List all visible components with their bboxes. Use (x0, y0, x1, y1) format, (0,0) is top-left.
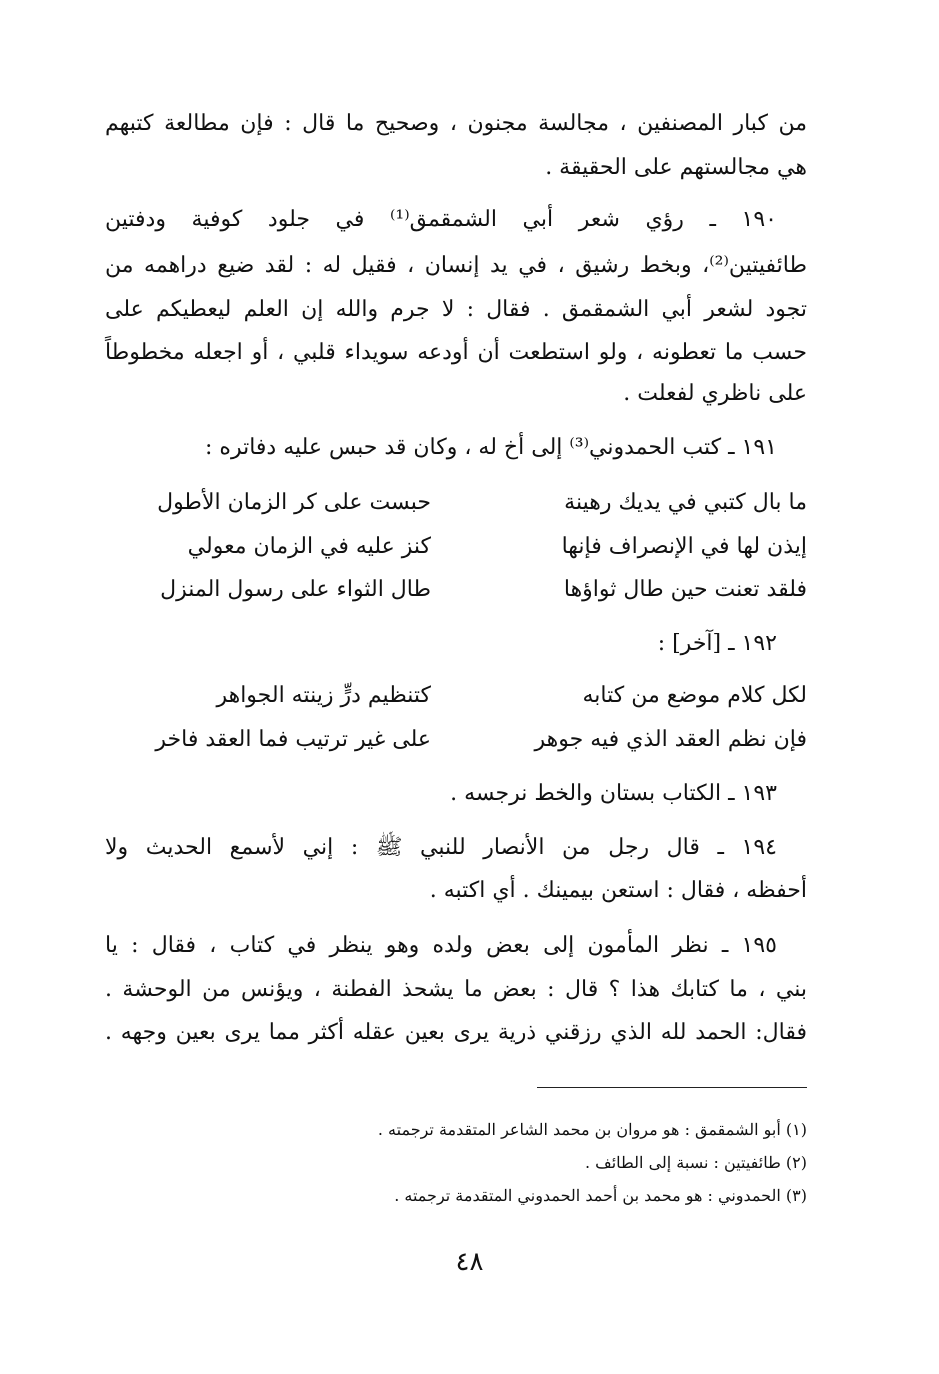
text-line: فقال: الحمد لله الذي رزقني ذرية يرى بعين عقله أكثر مما يرى بعين وجهه . (105, 1020, 807, 1045)
paragraph-193: ١٩٣ ـ الكتاب بستان والخط نرجسه . (450, 781, 777, 806)
text-line: على ناظري لفعلت . (623, 381, 807, 406)
poem-hemistich-second: على غير ترتيب فما العقد فاخر (155, 727, 431, 752)
poem-hemistich-first: فلقد تعنت حين طال ثواؤها (563, 577, 807, 602)
text-line: من كبار المصنفين ، مجالسة مجنون ، وصحيح ما قال : فإن مطالعة كتبهم (105, 111, 807, 136)
footnote: (٣) الحمدوني : هو محمد بن أحمد الحمدوني المتقدمة ترجمته . (394, 1186, 807, 1205)
poem-hemistich-second: كتنظيم درٍّ زينته الجواهر (216, 683, 431, 708)
footnote: (٢) طائفيتين : نسبة إلى الطائف . (584, 1153, 807, 1172)
text-line: أحفظه ، فقال : استعن بيمينك . أي اكتبه . (429, 878, 807, 903)
poem-hemistich-first: لكل كلام موضع من كتابه (582, 683, 807, 708)
text-line: طائفيتين⁽²⁾، وبخط رشيق ، في يد إنسان ، فقيل له : لقد ضيع دراهمه من (105, 253, 807, 278)
paragraph-194-start: ١٩٤ ـ قال رجل من الأنصار للنبي ﷺ : إني لأسمع الحديث ولا (105, 835, 777, 860)
paragraph-190-start: ١٩٠ ـ رؤي شعر أبي الشمقمق⁽¹⁾ في جلود كوفية ودفتين (105, 207, 777, 232)
footnote: (١) أبو الشمقمق : هو مروان بن محمد الشاعر المتقدمة ترجمته . (377, 1120, 807, 1139)
poem-hemistich-second: طال الثواء على رسول المنزل (160, 577, 431, 602)
poem-hemistich-second: كنز عليه في الزمان معولي (187, 534, 431, 559)
poem-hemistich-first: إيذن لها في الإنصراف فإنها (561, 534, 807, 559)
poem-hemistich-first: فإن نظم العقد الذي فيه جوهر (534, 727, 807, 752)
poem-hemistich-first: ما بال كتبي في يديك رهينة (564, 490, 807, 515)
footnote-separator (537, 1087, 807, 1088)
poem-hemistich-second: حبست على كر الزمان الأطول (157, 490, 431, 515)
text-line: هي مجالستهم على الحقيقة . (545, 155, 807, 180)
paragraph-191-start: ١٩١ ـ كتب الحمدوني⁽³⁾ إلى أخ له ، وكان قد حبس عليه دفاتره : (205, 435, 777, 460)
text-line: حسب ما تعطونه ، ولو استطعت أن أودعه سويداء قلبي ، أو اجعله مخطوطاً (105, 340, 807, 365)
paragraph-195-start: ١٩٥ ـ نظر المأمون إلى بعض ولده وهو ينظر في كتاب ، فقال : يا (105, 933, 777, 958)
text-line: بني ، ما كتابك هذا ؟ قال : بعض ما يشحذ الفطنة ، ويؤنس من الوحشة . (105, 977, 807, 1002)
page-number: ٤٨ (455, 1247, 484, 1277)
paragraph-192-start: ١٩٢ ـ [آخر] : (657, 631, 777, 656)
text-line: تجود لشعر أبي الشمقمق . فقال : لا جرم والله إن العلم ليعطيكم على (105, 297, 807, 322)
